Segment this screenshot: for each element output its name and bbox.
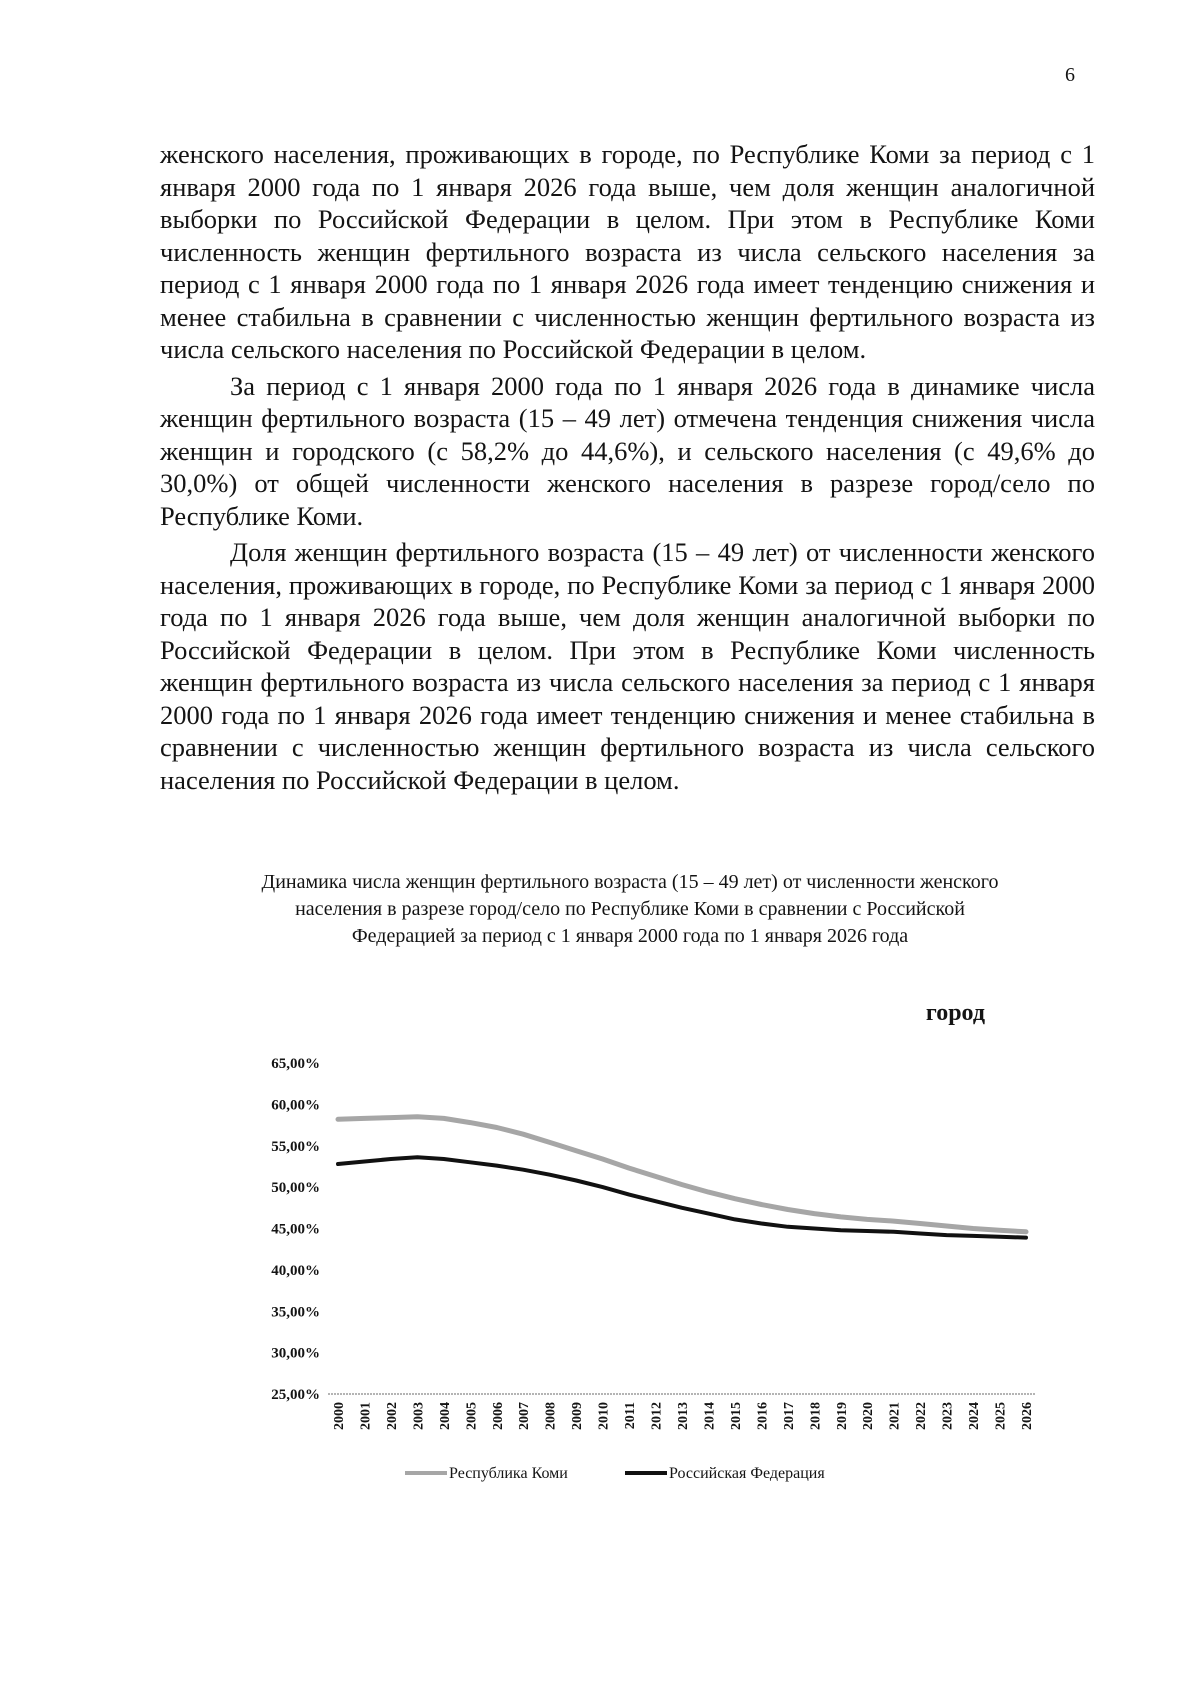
x-tick-label: 2005 xyxy=(464,1402,480,1430)
x-tick-label: 2007 xyxy=(517,1402,533,1430)
legend-label: Республика Коми xyxy=(449,1465,568,1482)
y-tick-label: 35,00% xyxy=(271,1304,320,1321)
y-tick-label: 50,00% xyxy=(271,1180,320,1197)
x-tick-label: 2015 xyxy=(728,1402,744,1430)
x-tick-label: 2009 xyxy=(570,1402,586,1430)
y-tick-label: 25,00% xyxy=(271,1387,320,1403)
figure-caption-line: Федерацией за период с 1 января 2000 года по 1 января 2026 года xyxy=(351,925,909,947)
paragraph-3: Доля женщин фертильного возраста (15 – 49 лет) от численности женского населения, проживающих в городе, по Республике Коми за период с 1 января 2000 года по 1 января 2026 года выше, чем доля женщин аналогичной выборки по Российской Федерации в целом. При этом в Республике Коми численность женщин фертильного возраста из числа сельского населения за период с 1 января 2000 года по 1 января 2026 года имеет тенденцию снижения и менее стабильна в сравнении с численностью женщин фертильного возраста из числа сельского населения по Российской Федерации в целом. xyxy=(160,537,1095,795)
x-tick-label: 2001 xyxy=(358,1402,374,1430)
x-tick-label: 2019 xyxy=(834,1402,850,1430)
x-tick-label: 2024 xyxy=(967,1402,983,1430)
x-tick-label: 2011 xyxy=(623,1402,639,1430)
x-tick-label: 2023 xyxy=(940,1402,956,1430)
x-tick-label: 2006 xyxy=(490,1402,506,1430)
x-tick-label: 2004 xyxy=(437,1402,453,1430)
x-tick-label: 2012 xyxy=(649,1402,665,1430)
y-tick-label: 60,00% xyxy=(271,1097,320,1114)
page-number: 6 xyxy=(1065,64,1075,86)
x-tick-label: 2026 xyxy=(1020,1402,1035,1430)
x-tick-label: 2008 xyxy=(543,1402,559,1430)
chart-series xyxy=(338,1117,1026,1238)
figure-caption-line: Динамика числа женщин фертильного возраста (15 – 49 лет) от численности женского xyxy=(261,871,999,893)
x-tick-label: 2017 xyxy=(781,1402,797,1430)
x-tick-label: 2010 xyxy=(596,1402,612,1430)
y-tick-label: 45,00% xyxy=(271,1221,320,1238)
chart-legend xyxy=(405,1465,825,1482)
y-tick-label: 55,00% xyxy=(271,1138,320,1155)
x-tick-label: 2025 xyxy=(993,1402,1009,1430)
x-tick-label: 2020 xyxy=(861,1402,877,1430)
chart-title: город xyxy=(925,1000,985,1026)
x-tick-label: 2018 xyxy=(808,1402,824,1430)
x-tick-label: 2014 xyxy=(702,1402,718,1430)
y-tick-label: 65,00% xyxy=(271,1056,320,1072)
legend-label: Российская Федерация xyxy=(669,1465,825,1482)
x-tick-label: 2022 xyxy=(914,1402,930,1430)
figure-caption-line: населения в разрезе город/село по Республике Коми в сравнении с Российской xyxy=(295,898,965,920)
x-tick-label: 2002 xyxy=(384,1402,400,1430)
series-line xyxy=(338,1117,1026,1232)
x-tick-label: 2000 xyxy=(332,1402,347,1430)
paragraph-1: женского населения, проживающих в городе, по Республике Коми за период с 1 января 2000 года по 1 января 2026 года выше, чем доля женщин аналогичной выборки по Российской Федерации в целом. При этом в Республике Коми численность женщин фертильного возраста из числа сельского населения за период с 1 января 2000 года по 1 января 2026 года имеет тенденцию снижения и менее стабильна в сравнении с численностью женщин фертильного возраста из числа сельского населения по Российской Федерации в целом. xyxy=(160,139,1095,364)
y-tick-label: 30,00% xyxy=(271,1345,320,1362)
x-tick-label: 2003 xyxy=(411,1402,427,1430)
y-tick-label: 40,00% xyxy=(271,1262,320,1279)
x-tick-label: 2013 xyxy=(676,1402,691,1430)
x-tick-label: 2016 xyxy=(755,1402,771,1430)
chart-axes xyxy=(271,1056,1036,1430)
paragraph-2: За период с 1 января 2000 года по 1 января 2026 года в динамике числа женщин фертильного возраста (15 – 49 лет) отмечена тенденция снижения числа женщин и городского (с 58,2% до 44,6%), и сельского населения (с 49,6% до 30,0%) от общей численности женского населения в разрезе город/село по Республике Коми. xyxy=(160,370,1095,531)
x-tick-label: 2021 xyxy=(887,1402,903,1430)
